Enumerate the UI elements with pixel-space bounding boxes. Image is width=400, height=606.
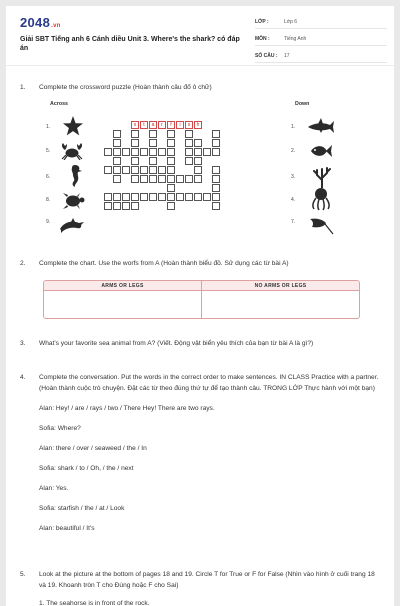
column-header-arms-or-legs: ARMS OR LEGS — [44, 281, 202, 290]
question-text: What's your favorite sea animal from A? (Viết. Động vật biển yêu thích của bạn từ bài A là gì?) — [39, 340, 314, 347]
crossword-cell[interactable] — [104, 148, 112, 156]
crossword-cell[interactable] — [212, 193, 220, 201]
question-3 — [20, 338, 313, 349]
crossword-cell[interactable] — [194, 166, 202, 174]
starfish-icon — [62, 115, 84, 137]
question-2 — [20, 258, 289, 269]
crossword-cell[interactable] — [131, 202, 139, 210]
classification-chart — [43, 280, 360, 319]
down-clue-number: 3. — [291, 174, 296, 180]
down-clue-number: 2. — [291, 148, 296, 154]
question-text: Look at the picture at the bottom of pages 18 and 19. Circle T for True or F for False (Nhìn vào hình ở cuối trang 18 và 19. Khoanh tròn T cho Đúng hoặc F cho Sai) — [39, 571, 375, 589]
meta-key: SỐ CÂU : — [255, 53, 278, 59]
question-number: 3. — [20, 340, 26, 347]
page-header — [6, 6, 394, 66]
question-4 — [39, 372, 379, 543]
dialogue-line: Alan: there / over / seaweed / the / In — [39, 445, 147, 452]
crossword-cell[interactable] — [122, 202, 130, 210]
crossword-cell[interactable] — [212, 166, 220, 174]
crossword-cell[interactable] — [176, 175, 184, 183]
meta-row-subject — [255, 31, 387, 46]
crossword-cell[interactable] — [140, 193, 148, 201]
meta-value: Lớp 6 — [284, 19, 298, 25]
across-clue-number: 6. — [46, 174, 51, 180]
fish-icon — [309, 142, 333, 160]
crossword-cell[interactable] — [131, 139, 139, 147]
crossword-cell[interactable] — [149, 130, 157, 138]
across-clue-number: 9. — [46, 219, 51, 225]
crossword-cell[interactable] — [122, 193, 130, 201]
meta-row-count — [255, 48, 387, 63]
crossword-cell[interactable] — [167, 148, 175, 156]
dialogue-line: Sofia: shark / to / Oh, / the / next — [39, 465, 134, 472]
crossword-cell[interactable] — [113, 139, 121, 147]
crossword-cell[interactable] — [212, 202, 220, 210]
crossword-cell[interactable] — [176, 193, 184, 201]
logo-suffix: .vn — [51, 23, 61, 29]
crossword-cell[interactable] — [131, 130, 139, 138]
crossword-cell[interactable] — [113, 193, 121, 201]
dialogue-line: Alan: beautiful / It's — [39, 525, 95, 532]
dolphin-icon — [58, 217, 86, 233]
crossword-cell[interactable] — [167, 130, 175, 138]
crossword-cell[interactable] — [167, 139, 175, 147]
crossword-cell[interactable] — [131, 148, 139, 156]
crossword-cell[interactable] — [113, 130, 121, 138]
column-header-no-arms-or-legs: NO ARMS OR LEGS — [254, 283, 307, 289]
crossword-cell[interactable] — [203, 148, 211, 156]
crossword-cell[interactable] — [104, 193, 112, 201]
crossword-cell[interactable] — [212, 184, 220, 192]
down-clue-number: 7. — [291, 219, 296, 225]
crossword-cell[interactable] — [113, 166, 121, 174]
question-1 — [20, 82, 212, 93]
crossword-letter: r — [161, 122, 163, 128]
crossword-cell[interactable] — [167, 175, 175, 183]
crossword-cell[interactable] — [131, 193, 139, 201]
statement-item: 1. The seahorse is in front of the rock. — [39, 600, 150, 606]
site-logo[interactable] — [20, 15, 61, 30]
question-text: Complete the chart. Use the worfs from A (Hoàn thành biểu đồ. Sử dụng các từ bài A) — [39, 260, 289, 267]
dialogue-line: Alan: Yes. — [39, 485, 69, 492]
crossword-letter: s — [187, 122, 191, 128]
crossword-cell[interactable] — [212, 139, 220, 147]
shark-icon — [307, 118, 335, 134]
crab-icon — [60, 142, 84, 160]
crossword-cell[interactable] — [194, 193, 202, 201]
crossword-cell[interactable] — [113, 157, 121, 165]
down-clue-number: 4. — [291, 197, 296, 203]
octopus-icon — [310, 187, 332, 211]
crossword-cell[interactable] — [212, 148, 220, 156]
across-clue-number: 8. — [46, 197, 51, 203]
crossword-cell[interactable] — [185, 157, 193, 165]
crossword-cell[interactable] — [158, 166, 166, 174]
crossword-cell[interactable] — [113, 148, 121, 156]
crossword-cell[interactable] — [104, 202, 112, 210]
seahorse-icon — [66, 164, 84, 188]
dialogue-line: Sofia: starfish / the / at / Look — [39, 505, 125, 512]
crossword-cell[interactable] — [104, 166, 112, 174]
question-text: Complete the conversation. Put the words in the correct order to make sentences. IN CLASS Practice with a partner. (Hoàn thành cuộc trò chuyện. Đặt các từ theo đúng thứ tự để tạo thành câu. TRONG LỚP Thực hành với một bạn) — [39, 374, 379, 392]
meta-row-grade — [255, 14, 387, 29]
crossword-cell[interactable] — [158, 148, 166, 156]
crossword-cell[interactable] — [212, 175, 220, 183]
crossword-letter: t — [143, 122, 145, 128]
coral-icon — [312, 166, 332, 188]
turtle-icon — [62, 192, 86, 210]
crossword-cell[interactable] — [212, 130, 220, 138]
crossword-cell[interactable] — [203, 193, 211, 201]
dialogue-line: Alan: Hey! / are / rays / two / There Hey! There are two rays. — [39, 405, 215, 412]
crossword-cell[interactable] — [149, 157, 157, 165]
across-clue-number: 5. — [46, 148, 51, 154]
crossword-cell[interactable] — [167, 202, 175, 210]
crossword-cell[interactable] — [149, 193, 157, 201]
question-5 — [39, 569, 379, 606]
crossword-cell[interactable] — [185, 193, 193, 201]
crossword-cell[interactable] — [140, 148, 148, 156]
page-title: Giải SBT Tiếng anh 6 Cánh diều Unit 3. Where's the shark? có đáp án — [20, 36, 240, 52]
chart-header-row — [44, 281, 359, 291]
down-clue-number: 1. — [291, 124, 296, 130]
crossword-cell[interactable] — [131, 175, 139, 183]
crossword-cell[interactable] — [113, 175, 121, 183]
crossword-cell[interactable] — [167, 166, 175, 174]
meta-info — [255, 14, 387, 65]
question-number: 2. — [20, 260, 26, 267]
meta-key: MÔN : — [255, 36, 270, 42]
crossword-cell[interactable] — [131, 157, 139, 165]
crossword-cell[interactable] — [185, 175, 193, 183]
crossword-cell[interactable] — [167, 193, 175, 201]
crossword-cell[interactable] — [167, 184, 175, 192]
crossword-cell[interactable] — [194, 148, 202, 156]
crossword-cell[interactable] — [149, 139, 157, 147]
crossword-cell[interactable] — [167, 157, 175, 165]
across-label: Across — [50, 101, 68, 107]
crossword-cell[interactable] — [149, 166, 157, 174]
question-number: 1. — [20, 84, 26, 91]
crossword-letter: s — [133, 122, 137, 128]
crossword-cell[interactable] — [194, 157, 202, 165]
crossword-cell[interactable] — [122, 166, 130, 174]
crossword-letter: h — [196, 122, 200, 128]
chart-answer-row — [44, 291, 359, 319]
question-4-number: 4. — [20, 374, 26, 381]
document-page — [6, 6, 394, 606]
crossword-cell[interactable] — [122, 148, 130, 156]
crossword-cell[interactable] — [185, 130, 193, 138]
crossword-cell[interactable] — [194, 175, 202, 183]
answer-cell-no-arms-or-legs[interactable] — [202, 291, 359, 319]
stingray-icon — [308, 215, 334, 235]
crossword-cell[interactable] — [149, 148, 157, 156]
crossword-cell[interactable] — [158, 175, 166, 183]
crossword-cell[interactable] — [113, 202, 121, 210]
answer-cell-arms-or-legs[interactable] — [44, 291, 202, 319]
question-text: Complete the crossword puzzle (Hoàn thành câu đố ô chữ) — [39, 84, 212, 91]
crossword-cell[interactable] — [158, 193, 166, 201]
crossword-cell[interactable] — [194, 139, 202, 147]
crossword-cell[interactable] — [185, 148, 193, 156]
crossword-letter: a — [151, 122, 155, 128]
down-label: Down — [295, 101, 310, 107]
meta-value: 17 — [284, 53, 290, 59]
question-5-number: 5. — [20, 571, 26, 578]
crossword-cell[interactable] — [185, 139, 193, 147]
across-clue-number: 1. — [46, 124, 51, 130]
meta-key: LỚP : — [255, 19, 269, 25]
crossword-cell[interactable] — [149, 175, 157, 183]
crossword-cell[interactable] — [131, 166, 139, 174]
crossword-cell[interactable] — [140, 175, 148, 183]
crossword-cell[interactable] — [140, 166, 148, 174]
logo-text: 2048 — [20, 15, 51, 30]
crossword-letter: i — [179, 122, 181, 128]
meta-value: Tiếng Anh — [284, 36, 307, 42]
crossword-letter: f — [170, 122, 172, 128]
dialogue-line: Sofia: Where? — [39, 425, 81, 432]
